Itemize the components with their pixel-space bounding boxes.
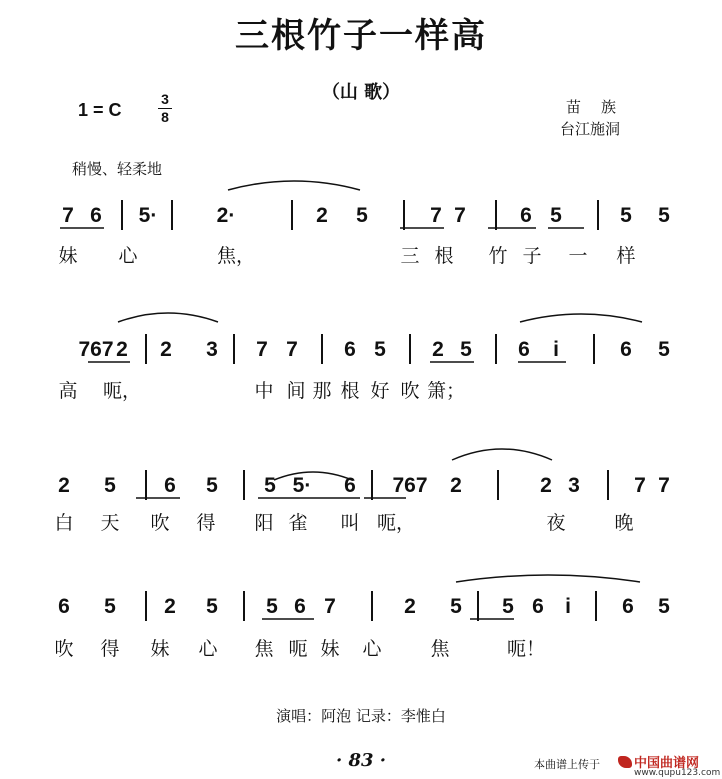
note: 5·	[292, 474, 312, 497]
note: 5	[264, 474, 276, 497]
lyric-syllable: 那	[312, 380, 332, 402]
note: i	[565, 595, 571, 618]
slur	[452, 449, 552, 460]
lyric-syllable: 天	[100, 512, 120, 534]
note: 7	[430, 204, 442, 227]
note: 2	[450, 474, 462, 497]
page-title: 三根竹子一样高	[235, 16, 487, 56]
note: 5	[374, 338, 386, 361]
note: 5	[658, 338, 670, 361]
note: 5	[502, 595, 514, 618]
page-number: · 83 ·	[335, 750, 387, 771]
lyric-syllable: 吹	[400, 380, 420, 402]
meter-top: 3	[161, 91, 169, 107]
logo-mark-icon	[618, 756, 632, 768]
lyric-syllable: 高	[58, 380, 78, 402]
note: 2	[164, 595, 176, 618]
performer-credits: 演唱：阿泡 记录：李惟白	[276, 707, 446, 725]
note: 5	[658, 595, 670, 618]
lyric-syllable: 竹	[488, 245, 508, 267]
note: 5	[450, 595, 462, 618]
lyric-syllable: 晚	[614, 512, 634, 534]
note: 5·	[138, 204, 158, 227]
lyric-syllable: 呃，	[376, 512, 416, 534]
note: 7	[658, 474, 670, 497]
ethnic-group: 苗族	[566, 98, 637, 116]
note: 6	[344, 474, 356, 497]
note: i	[553, 338, 559, 361]
site-logo[interactable]	[618, 752, 720, 778]
lyric-syllable: 心	[362, 638, 382, 660]
note: 6	[532, 595, 544, 618]
lyric-syllable: 阳	[254, 512, 274, 534]
lyric-syllable: 呃	[288, 638, 308, 660]
lyric-syllable: 焦	[430, 638, 450, 660]
lyric-syllable: 中	[254, 380, 274, 402]
lyric-syllable: 白	[54, 512, 74, 534]
note: 2	[116, 338, 128, 361]
slur	[118, 313, 218, 322]
note: 6	[58, 595, 70, 618]
note: 5	[266, 595, 278, 618]
note: 2	[160, 338, 172, 361]
note: 6	[620, 338, 632, 361]
lyric-syllable: 三	[400, 245, 420, 267]
lyric-syllable: 吹	[150, 512, 170, 534]
region: 台江施洞	[560, 120, 621, 138]
note: 3	[206, 338, 218, 361]
site-url[interactable]: www.qupu123.com	[634, 768, 721, 778]
lyric-syllable: 雀	[288, 512, 308, 534]
note: 5	[550, 204, 562, 227]
note: 2	[58, 474, 70, 497]
note: 2·	[216, 204, 236, 227]
lyric-syllable: 妹	[320, 638, 340, 660]
lyric-syllable: 夜	[546, 512, 566, 534]
note: 7	[286, 338, 298, 361]
lyric-syllable: 箫；	[426, 380, 466, 402]
lyric-syllable: 叫	[340, 512, 360, 534]
genre-subtitle: （山 歌）	[321, 82, 401, 103]
slur	[520, 314, 642, 322]
lyric-syllable: 样	[616, 245, 636, 267]
slur	[228, 181, 360, 190]
lyric-syllable: 呃！	[506, 638, 546, 660]
note: 5	[206, 595, 218, 618]
lyric-syllable: 得	[100, 638, 120, 660]
lyric-syllable: 间	[286, 380, 306, 402]
note: 5	[206, 474, 218, 497]
note: 5	[104, 474, 116, 497]
note: 5	[460, 338, 472, 361]
lyric-syllable: 妹	[150, 638, 170, 660]
note: 5	[104, 595, 116, 618]
lyric-syllable: 焦	[254, 638, 274, 660]
meter-bottom: 8	[161, 109, 169, 125]
note: 3	[568, 474, 580, 497]
note: 6	[294, 595, 306, 618]
note: 2	[432, 338, 444, 361]
lyric-syllable: 吹	[54, 638, 74, 660]
lyric-syllable: 根	[434, 245, 454, 267]
note: 6	[90, 204, 102, 227]
tempo-marking: 稍慢、轻柔地	[72, 160, 163, 178]
site-logo-text: 中国曲谱网	[634, 756, 700, 771]
note: 6	[520, 204, 532, 227]
note: 2	[404, 595, 416, 618]
lyric-syllable: 心	[118, 245, 138, 267]
note: 7	[256, 338, 268, 361]
note: 6	[344, 338, 356, 361]
lyric-syllable: 心	[198, 638, 218, 660]
slur	[274, 472, 352, 480]
lyric-syllable: 子	[522, 245, 542, 267]
note: 6	[164, 474, 176, 497]
lyric-syllable: 妹	[58, 245, 78, 267]
note: 7	[634, 474, 646, 497]
lyric-syllable: 得	[196, 512, 216, 534]
slur	[456, 575, 640, 582]
note: 5	[658, 204, 670, 227]
lyric-syllable: 焦，	[216, 245, 256, 267]
lyric-syllable: 好	[370, 380, 390, 402]
lyric-syllable: 一	[568, 245, 588, 267]
note: 6	[518, 338, 530, 361]
note: 2	[316, 204, 328, 227]
note: 7	[62, 204, 74, 227]
key-signature: 1 = C	[78, 100, 122, 120]
note: 5	[620, 204, 632, 227]
lyric-syllable: 呃，	[102, 380, 142, 402]
note: 7	[324, 595, 336, 618]
note: 2	[540, 474, 552, 497]
note: 6	[622, 595, 634, 618]
note: 767	[392, 474, 428, 497]
note: 7	[454, 204, 466, 227]
note: 5	[356, 204, 368, 227]
upload-note: 本曲谱上传于	[534, 758, 600, 771]
note: 767	[78, 338, 114, 361]
lyric-syllable: 根	[340, 380, 360, 402]
